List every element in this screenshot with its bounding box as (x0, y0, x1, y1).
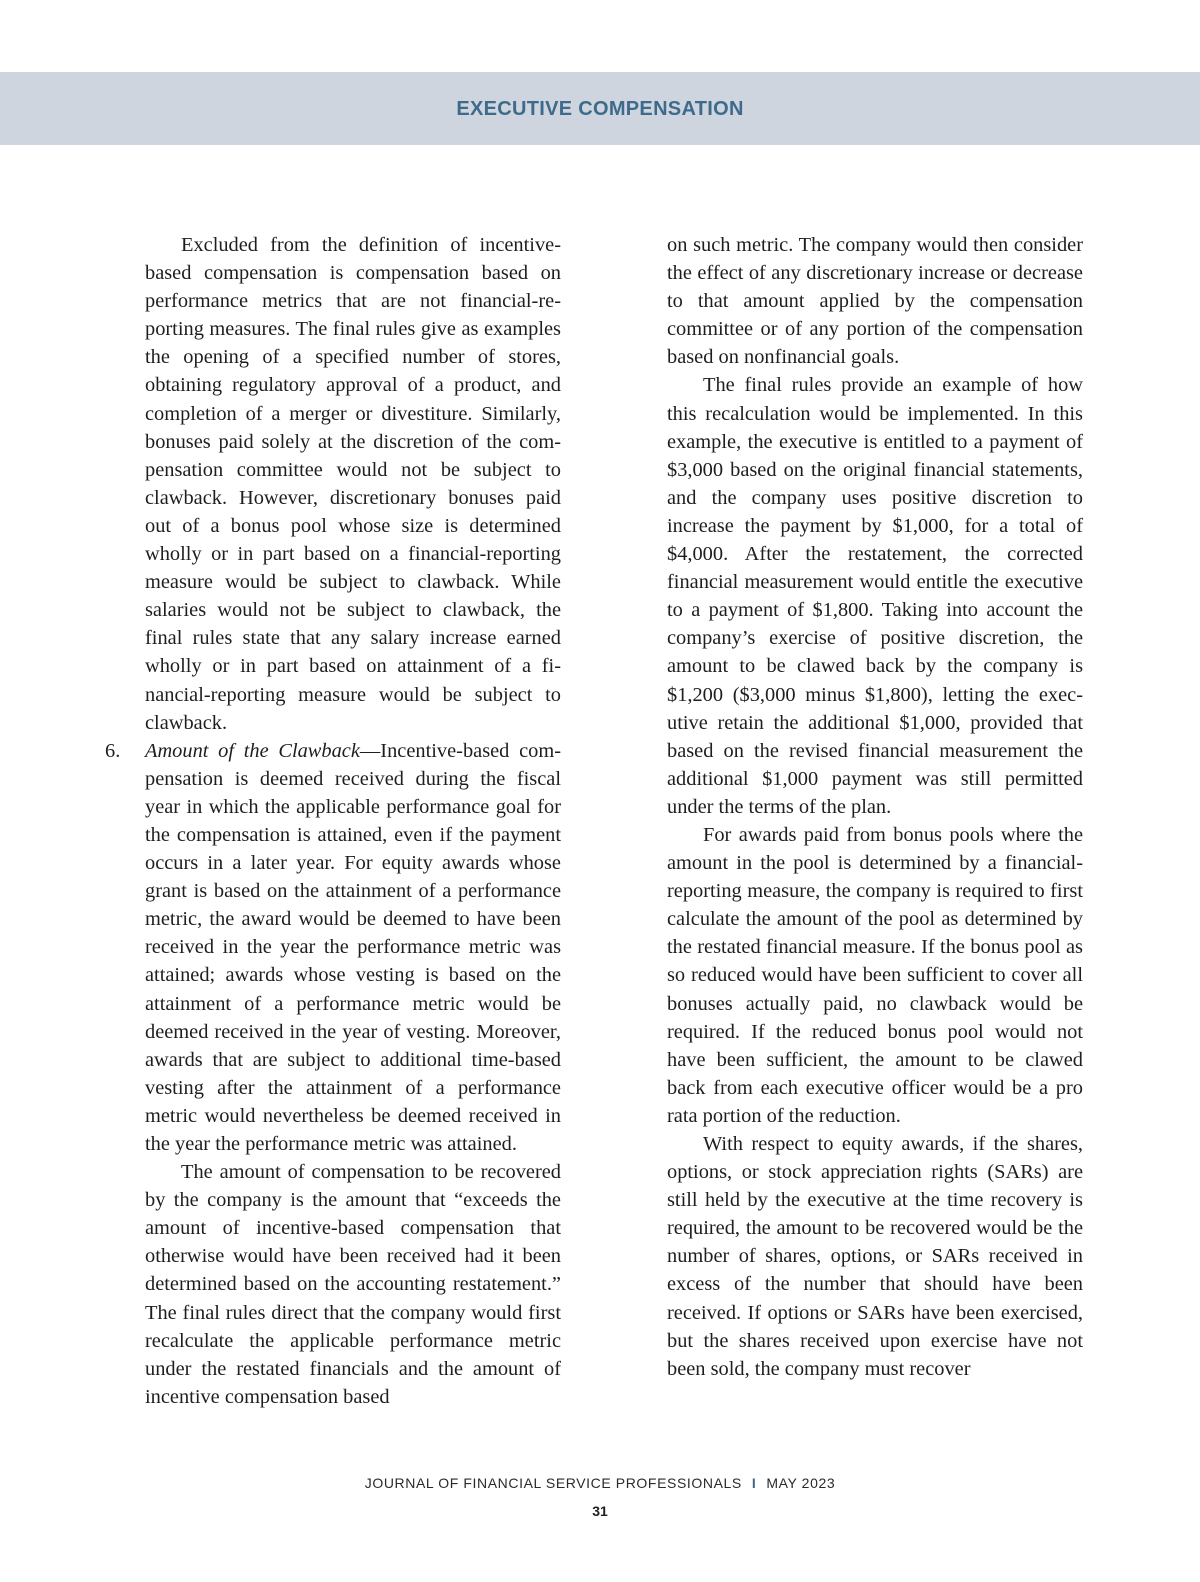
paragraph: For awards paid from bonus pools where the amount in the pool is determined by a financial-reporting measure, the company is required to first calculate the amount of the pool as determined by the restated financial measure. If the bonus pool as so reduced would have been sufficient to cover all bonuses actually paid, no clawback would be required. If the reduced bonus pool would not have been sufficient, the amount to be clawed back from each executive officer would be a pro rata portion of the reduction. (667, 823, 1083, 1127)
page-number: 31 (592, 1503, 608, 1519)
list-term: Amount of the Clawback (145, 739, 360, 762)
list-number: 6. (105, 739, 121, 762)
issue-date: MAY 2023 (766, 1475, 836, 1491)
paragraph: on such metric. The company would then consider the effect of any discretionary increase or decrease to that amount applied by the compensation committee or of any portion of the compensation based on nonfinancial goals. (667, 234, 1083, 369)
journal-name: JOURNAL OF FINANCIAL SERVICE PROFESSIONALS (364, 1475, 742, 1491)
section-title: EXECUTIVE COMPENSATION (456, 98, 744, 120)
list-item-6 (105, 737, 561, 1158)
footer-separator: I (751, 1475, 757, 1491)
paragraph: The final rules provide an example of how this recalculation would be implemented. In this example, the executive is entitled to a payment of $3,000 based on the original financial statements, and the company uses positive discretion to increase the payment by $1,000, for a total of $4,000. After the restatement, the corrected financial measurement would entitle the executive to a payment of $1,800. Taking into account the company’s exercise of positive discretion, the amount to be clawed back by the company is $1,200 ($3,000 minus $1,800), letting the executive retain the additional $1,000, provided that based on the revised financial measurement the additional $1,000 payment was still permitted under the terms of the plan. (667, 374, 1083, 818)
left-column (105, 231, 561, 1411)
list-text: —Incentive-based compensation is deemed received during the fiscal year in which the applicable performance goal for the compensation is attained, even if the payment occurs in a later year. For equity awards whose grant is based on the attainment of a performance metric, the award would be deemed to have been received in the year the performance metric was attained; awards whose vesting is based on the attainment of a performance metric would be deemed received in the year of vesting. Moreover, awards that are subject to additional time-based vesting after the attainment of a performance metric would nevertheless be deemed received in the year the performance metric was attained. (145, 739, 561, 1155)
footer-journal-line (0, 1475, 1200, 1491)
paragraph: The amount of compensation to be recovered by the company is the amount that “exceeds the amount of incentive-based compensation that otherwise would have been received had it been determined based on the accounting restatement.” The final rules direct that the company would first recalculate the applicable performance metric under the restated financials and the amount of incentive compensation based (145, 1161, 561, 1408)
paragraph: With respect to equity awards, if the shares, options, or stock appreciation rights (SARs) are still held by the executive at the time recovery is required, the amount to be recovered would be the number of shares, options, or SARs received in excess of the number that should have been received. If options or SARs have been exercised, but the shares received upon exercise have not been sold, the company must recover (667, 1133, 1083, 1380)
paragraph: Excluded from the definition of incentive-based compensation is compensation based on performance metrics that are not financial-reporting measures. The final rules give as examples the opening of a specified number of stores, obtaining regulatory approval of a product, and completion of a merger or divestiture. Similarly, bonuses paid solely at the discretion of the compensation committee would not be subject to clawback. However, discretionary bonuses paid out of a bonus pool whose size is determined wholly or in part based on a financial-reporting measure would be subject to clawback. While salaries would not be subject to clawback, the final rules state that any salary increase earned wholly or in part based on attainment of a financial-reporting measure would be subject to clawback. (145, 234, 561, 734)
right-column (667, 231, 1083, 1383)
